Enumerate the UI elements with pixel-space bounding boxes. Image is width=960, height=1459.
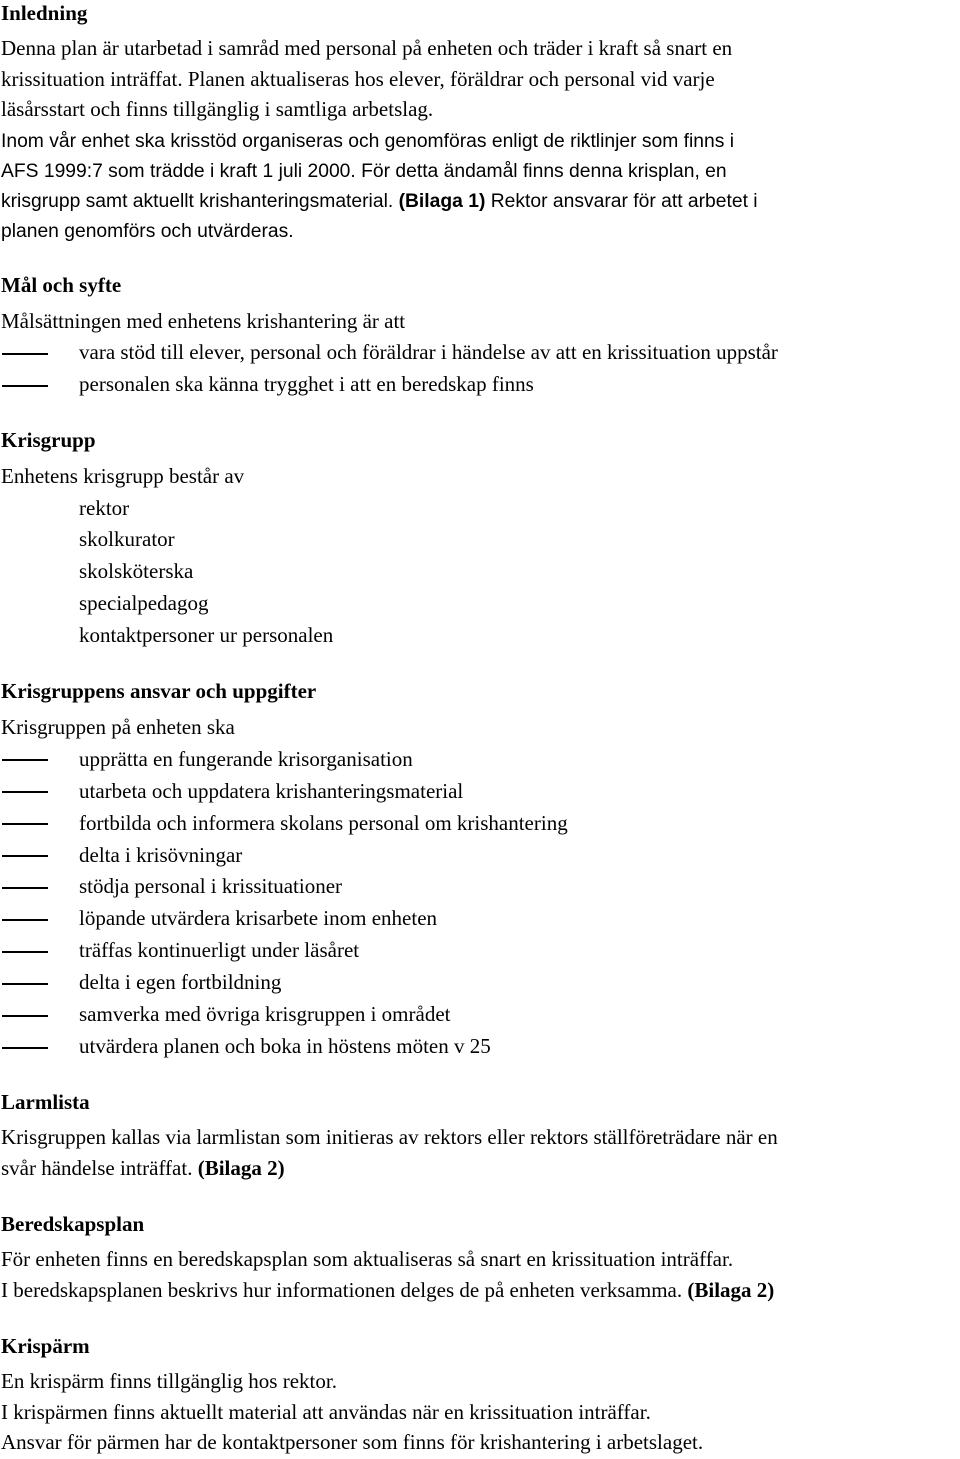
heading-krisgruppens-ansvar: Krisgruppens ansvar och uppgifter [1, 679, 317, 703]
paragraph-line: Inom vår enhet ska krisstöd organiseras och genomföras enligt de riktlinjer som finns i [1, 131, 735, 152]
list-item: löpande utvärdera krisarbete inom enheten [79, 906, 438, 930]
list-item: skolkurator [79, 527, 175, 551]
list-item: personalen ska känna trygghet i att en beredskap finns [79, 372, 534, 396]
heading-inledning: Inledning [1, 1, 88, 25]
attachment-reference: (Bilaga 2) [197, 1156, 285, 1180]
paragraph-line [1, 186, 758, 217]
dash-bullet-icon [2, 385, 48, 387]
dash-bullet-icon [2, 791, 48, 793]
paragraph-line: planen genomförs och utvärderas. [1, 221, 294, 242]
heading-krisgrupp: Krisgrupp [1, 428, 96, 452]
paragraph-line: Enhetens krisgrupp består av [1, 464, 245, 488]
paragraph-line [1, 1275, 774, 1306]
list-item: kontaktpersoner ur personalen [79, 623, 334, 647]
paragraph-line: En krispärm finns tillgänglig hos rektor. [1, 1369, 337, 1393]
dash-bullet-icon [2, 983, 48, 985]
dash-bullet-icon [2, 1015, 48, 1017]
attachment-reference: (Bilaga 2) [687, 1278, 775, 1302]
paragraph-line [1, 1153, 285, 1184]
list-item: upprätta en fungerande krisorganisation [79, 747, 413, 771]
dash-bullet-icon [2, 823, 48, 825]
dash-bullet-icon [2, 353, 48, 355]
paragraph-line: Denna plan är utarbetad i samråd med personal på enheten och träder i kraft så snart en [1, 36, 733, 60]
dash-bullet-icon [2, 951, 48, 953]
heading-beredskapsplan: Beredskapsplan [1, 1212, 145, 1236]
list-item: skolsköterska [79, 559, 194, 583]
list-item: utarbeta och uppdatera krishanteringsmaterial [79, 779, 464, 803]
heading-mal-och-syfte: Mål och syfte [1, 273, 122, 297]
paragraph-line: Ansvar för pärmen har de kontaktpersoner som finns för krishantering i arbetslaget. [1, 1430, 704, 1454]
list-item: specialpedagog [79, 591, 209, 615]
paragraph-text: krisgrupp samt aktuellt krishanteringsmaterial. [1, 191, 394, 212]
list-item: rektor [79, 496, 130, 520]
heading-krisparm: Krispärm [1, 1334, 90, 1358]
list-item: samverka med övriga krisgruppen i området [79, 1002, 451, 1026]
attachment-reference: (Bilaga 1) [398, 191, 486, 212]
list-item: delta i krisövningar [79, 843, 243, 867]
dash-bullet-icon [2, 887, 48, 889]
paragraph-text: I beredskapsplanen beskrivs hur informationen delges de på enheten verksamma. [1, 1278, 683, 1302]
list-item: delta i egen fortbildning [79, 970, 282, 994]
paragraph-text: Rektor ansvarar för att arbetet i [490, 191, 758, 212]
dash-bullet-icon [2, 855, 48, 857]
paragraph-line: krissituation inträffat. Planen aktualiseras hos elever, föräldrar och personal vid varje [1, 67, 715, 91]
paragraph-line: För enheten finns en beredskapsplan som aktualiseras så snart en krissituation inträffar. [1, 1247, 734, 1271]
paragraph-line: AFS 1999:7 som trädde i kraft 1 juli 2000. För detta ändamål finns denna krisplan, en [1, 161, 727, 182]
paragraph-line: läsårsstart och finns tillgänglig i samtliga arbetslag. [1, 97, 434, 121]
paragraph-text: svår händelse inträffat. [1, 1156, 193, 1180]
list-item: utvärdera planen och boka in höstens möten v 25 [79, 1034, 491, 1058]
paragraph-line: Krisgruppen kallas via larmlistan som initieras av rektors eller rektors ställföreträdare när en [1, 1125, 778, 1149]
dash-bullet-icon [2, 759, 48, 761]
list-item: träffas kontinuerligt under läsåret [79, 938, 360, 962]
list-item: vara stöd till elever, personal och föräldrar i händelse av att en krissituation uppstår [79, 340, 778, 364]
list-item: stödja personal i krissituationer [79, 874, 343, 898]
paragraph-line: I krispärmen finns aktuellt material att användas när en krissituation inträffar. [1, 1400, 651, 1424]
dash-bullet-icon [2, 919, 48, 921]
paragraph-line: Krisgruppen på enheten ska [1, 715, 235, 739]
dash-bullet-icon [2, 1047, 48, 1049]
list-item: fortbilda och informera skolans personal om krishantering [79, 811, 568, 835]
paragraph-line: Målsättningen med enhetens krishantering är att [1, 309, 406, 333]
heading-larmlista: Larmlista [1, 1090, 90, 1114]
